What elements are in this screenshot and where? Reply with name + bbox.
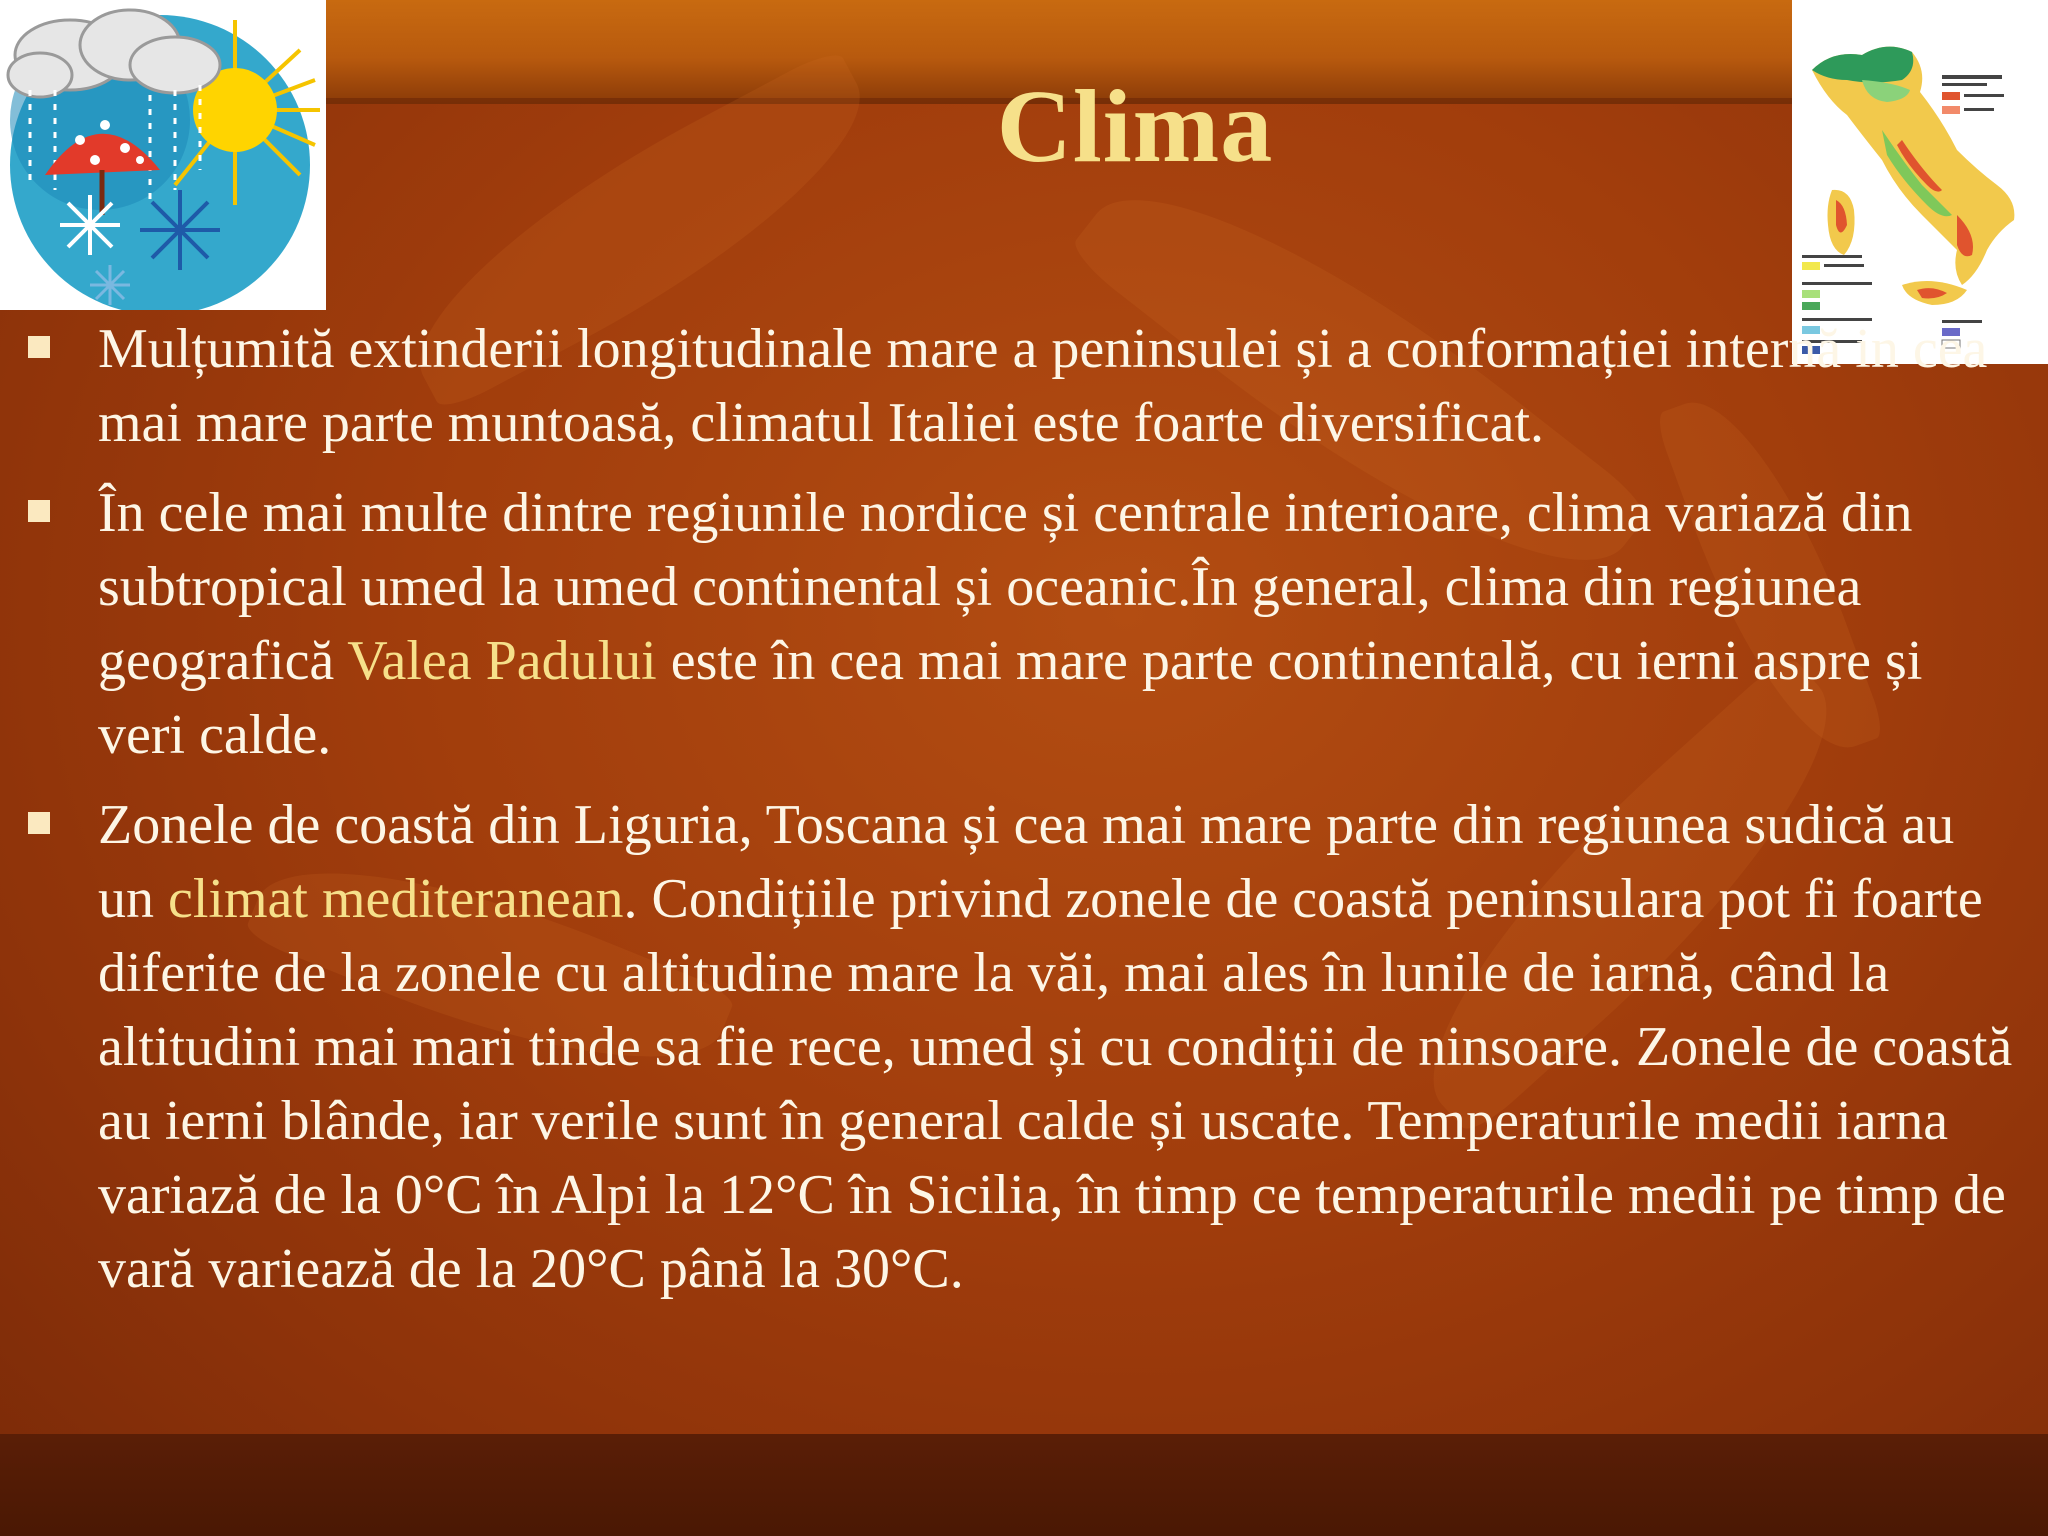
slide-title: Clima <box>996 69 1274 184</box>
bullet-text: În cele mai multe dintre regiunile nordice și centrale interioare, clima variază din subtropical umed la umed continental și oceanic.În general, clima din regiunea geografică <box>98 482 1913 692</box>
weather-clipart-icon <box>0 0 326 310</box>
bullet-item <box>24 476 2014 772</box>
footer-band <box>0 1434 2048 1536</box>
bullet-text: este în cea mai mare parte continentală, cu ierni aspre și veri calde. <box>98 630 1923 766</box>
bullet-item <box>24 788 2014 1306</box>
bullet-text: . Condițiile privind zonele de coastă peninsulara pot fi foarte diferite de la zonele cu altitudine mare la văi, mai ales în lunile de iarnă, când la altitudini mai mari tinde sa fie rece, umed și cu condiții de ninsoare. Zonele de coastă au ierni blânde, iar verile sunt în general calde și uscate. Temperaturile medii iarna variază de la 0°C în Alpi la 12°C în Sicilia, în timp ce temperaturile medii pe timp de vară variează de la 20°C până la 30°C. <box>98 868 2013 1300</box>
bullet-square-icon <box>28 500 50 522</box>
bullet-square-icon <box>28 336 50 358</box>
bullet-item <box>24 312 2014 460</box>
link-valea-padului[interactable]: Valea Padului <box>347 630 657 692</box>
bullet-list <box>24 312 2014 1322</box>
link-climat-mediteranean[interactable]: climat mediteranean <box>168 868 624 930</box>
bullet-square-icon <box>28 812 50 834</box>
italy-climate-map-icon <box>1792 0 2048 364</box>
bullet-text: Zonele de coastă din Liguria, Toscana și cea mai mare parte din regiunea sudică au un <box>98 794 1955 930</box>
bullet-text: Mulțumită extinderii longitudinale mare a peninsulei și a conformației internă in cea mai mare parte muntoasă, climatul Italiei este foarte diversificat. <box>98 318 1988 454</box>
